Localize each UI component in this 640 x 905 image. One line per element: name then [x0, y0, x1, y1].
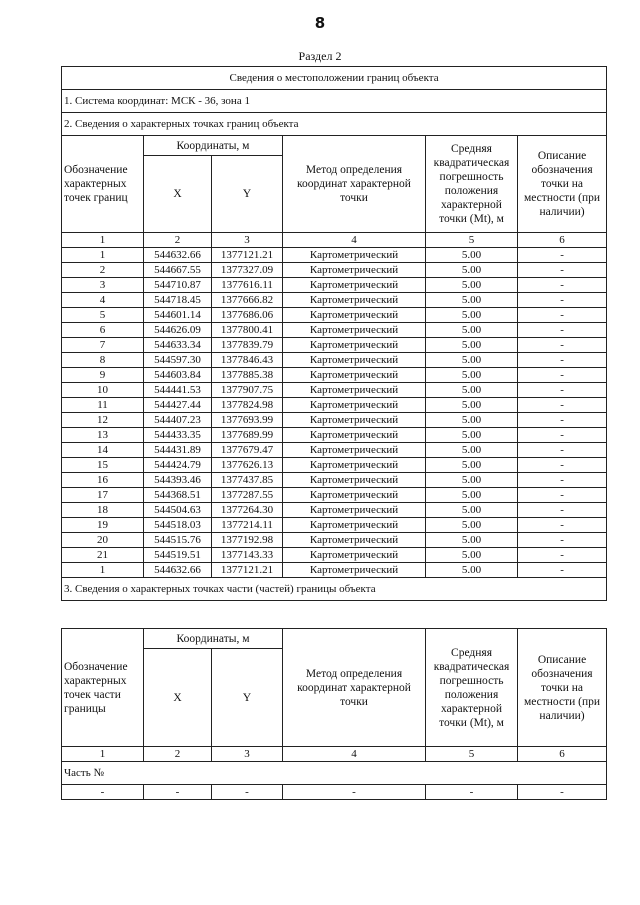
table-cell: 544603.84 — [144, 368, 212, 383]
table-cell: Картометрический — [283, 293, 426, 308]
table-row — [62, 473, 607, 488]
table-cell: 7 — [62, 338, 144, 353]
part3-title: 3. Сведения о характерных точках части (частей) границы объекта — [62, 578, 607, 601]
empty-part-row — [62, 785, 607, 800]
table-cell: Картометрический — [283, 263, 426, 278]
table-cell: 17 — [62, 488, 144, 503]
table-cell: - — [518, 308, 607, 323]
table-cell: 1377800.41 — [212, 323, 283, 338]
table-cell: 12 — [62, 413, 144, 428]
table-cell: 1377839.79 — [212, 338, 283, 353]
table-cell: Картометрический — [283, 383, 426, 398]
table-cell: 1377679.47 — [212, 443, 283, 458]
table-cell: 15 — [62, 458, 144, 473]
table-cell: 5.00 — [426, 368, 518, 383]
table-cell: 5.00 — [426, 443, 518, 458]
table-cell: - — [518, 323, 607, 338]
table-cell: 544433.35 — [144, 428, 212, 443]
column-number: 4 — [283, 233, 426, 248]
table-cell: 9 — [62, 368, 144, 383]
table-cell: 5.00 — [426, 308, 518, 323]
column-number-row — [62, 233, 607, 248]
table-row — [62, 338, 607, 353]
header-y: Y — [212, 649, 283, 747]
table-row — [62, 563, 607, 578]
table-cell: 1377666.82 — [212, 293, 283, 308]
table-row — [62, 488, 607, 503]
table-cell: 544710.87 — [144, 278, 212, 293]
column-number: 2 — [144, 747, 212, 762]
table-cell: 544667.55 — [144, 263, 212, 278]
table-cell: 544626.09 — [144, 323, 212, 338]
header-y: Y — [212, 156, 283, 233]
table-cell: - — [518, 503, 607, 518]
column-number: 3 — [212, 233, 283, 248]
table-cell: 1377121.21 — [212, 563, 283, 578]
column-number: 1 — [62, 747, 144, 762]
table-cell: - — [518, 443, 607, 458]
table-cell: 5.00 — [426, 458, 518, 473]
table-cell: 544633.34 — [144, 338, 212, 353]
table-cell: 5.00 — [426, 278, 518, 293]
table-cell: - — [518, 488, 607, 503]
table-cell: - — [518, 278, 607, 293]
table-cell: - — [144, 785, 212, 800]
header-method: Метод определения координат характерной точки — [283, 136, 426, 233]
table-cell: 10 — [62, 383, 144, 398]
table-cell: - — [518, 248, 607, 263]
table-cell: 1377846.43 — [212, 353, 283, 368]
table-cell: 1377327.09 — [212, 263, 283, 278]
table-cell: 5.00 — [426, 488, 518, 503]
table-cell: 1377689.99 — [212, 428, 283, 443]
table-cell: 21 — [62, 548, 144, 563]
table-cell: 1377824.98 — [212, 398, 283, 413]
column-number: 6 — [518, 233, 607, 248]
table-row — [62, 353, 607, 368]
table-cell: 544597.30 — [144, 353, 212, 368]
table-cell: 1377264.30 — [212, 503, 283, 518]
table-cell: 18 — [62, 503, 144, 518]
header-description: Описание обозначения точки на местности (при наличии) — [518, 629, 607, 747]
column-number: 3 — [212, 747, 283, 762]
table-cell: 20 — [62, 533, 144, 548]
table-row — [62, 533, 607, 548]
table-cell: Картометрический — [283, 308, 426, 323]
table-cell: 544718.45 — [144, 293, 212, 308]
table-cell: Картометрический — [283, 518, 426, 533]
table-cell: 19 — [62, 518, 144, 533]
table-cell: 5.00 — [426, 413, 518, 428]
header-designation: Обозначение характерных точек части границы — [62, 629, 144, 747]
table-row — [62, 308, 607, 323]
table-cell: 14 — [62, 443, 144, 458]
page-number: 8 — [314, 14, 326, 32]
table-row — [62, 323, 607, 338]
column-number: 5 — [426, 747, 518, 762]
column-number: 1 — [62, 233, 144, 248]
table-cell: - — [518, 263, 607, 278]
table-cell: - — [426, 785, 518, 800]
table-cell: Картометрический — [283, 548, 426, 563]
table-row — [62, 383, 607, 398]
table-cell: Картометрический — [283, 473, 426, 488]
part2-title: 2. Сведения о характерных точках границ объекта — [62, 113, 607, 136]
table-cell: 1377907.75 — [212, 383, 283, 398]
table-cell: 5 — [62, 308, 144, 323]
table-cell: 3 — [62, 278, 144, 293]
table-cell: 11 — [62, 398, 144, 413]
table-cell: 544504.63 — [144, 503, 212, 518]
coordinate-system: 1. Система координат: МСК - 36, зона 1 — [62, 90, 607, 113]
column-number-row — [62, 747, 607, 762]
header-error: Средняя квадратическая погрешность положения характерной точки (Mt), м — [426, 629, 518, 747]
table-cell: Картометрический — [283, 428, 426, 443]
table-cell: - — [518, 353, 607, 368]
column-number: 2 — [144, 233, 212, 248]
boundary-table — [61, 66, 607, 601]
table-cell: 544515.76 — [144, 533, 212, 548]
table-cell: 5.00 — [426, 428, 518, 443]
table-cell: 544518.03 — [144, 518, 212, 533]
table-cell: - — [212, 785, 283, 800]
table-cell: 544632.66 — [144, 248, 212, 263]
table-cell: 5.00 — [426, 563, 518, 578]
table-cell: 6 — [62, 323, 144, 338]
table-cell: Картометрический — [283, 533, 426, 548]
table-cell: - — [518, 458, 607, 473]
table-cell: 5.00 — [426, 338, 518, 353]
table-cell: 544441.53 — [144, 383, 212, 398]
table-cell: 5.00 — [426, 503, 518, 518]
table-row — [62, 443, 607, 458]
table-cell: 5.00 — [426, 353, 518, 368]
table-cell: Картометрический — [283, 278, 426, 293]
table-row — [62, 368, 607, 383]
table-cell: 544601.14 — [144, 308, 212, 323]
table-cell: 5.00 — [426, 473, 518, 488]
table-cell: 1 — [62, 563, 144, 578]
table-cell: Картометрический — [283, 323, 426, 338]
table-cell: - — [518, 518, 607, 533]
table-title: Сведения о местоположении границ объекта — [62, 67, 607, 90]
header-description: Описание обозначения точки на местности (при наличии) — [518, 136, 607, 233]
table-cell: 1377693.99 — [212, 413, 283, 428]
table-cell: Картометрический — [283, 563, 426, 578]
table-cell: 1377885.38 — [212, 368, 283, 383]
table-cell: - — [518, 368, 607, 383]
table-cell: 1377121.21 — [212, 248, 283, 263]
table-cell: Картометрический — [283, 458, 426, 473]
table-cell: 5.00 — [426, 263, 518, 278]
table-cell: 1377437.85 — [212, 473, 283, 488]
table-row — [62, 518, 607, 533]
part-boundary-table — [61, 628, 607, 800]
table-cell: Картометрический — [283, 503, 426, 518]
table-cell: 544368.51 — [144, 488, 212, 503]
table-cell: 1377143.33 — [212, 548, 283, 563]
table-cell: 16 — [62, 473, 144, 488]
part-number-label: Часть № — [62, 762, 607, 785]
table-cell: Картометрический — [283, 443, 426, 458]
table-cell: 544519.51 — [144, 548, 212, 563]
table-cell: 544431.89 — [144, 443, 212, 458]
table-row — [62, 548, 607, 563]
table-cell: - — [518, 563, 607, 578]
table-cell: - — [518, 338, 607, 353]
table-row — [62, 263, 607, 278]
table-cell: 5.00 — [426, 323, 518, 338]
table-cell: 5.00 — [426, 533, 518, 548]
table-row — [62, 413, 607, 428]
table-cell: - — [518, 428, 607, 443]
table-cell: 4 — [62, 293, 144, 308]
table-cell: 5.00 — [426, 383, 518, 398]
table-row — [62, 458, 607, 473]
table-cell: - — [518, 398, 607, 413]
table-cell: 5.00 — [426, 293, 518, 308]
table-cell: 544427.44 — [144, 398, 212, 413]
table-cell: 1377192.98 — [212, 533, 283, 548]
table-cell: - — [62, 785, 144, 800]
table-cell: Картометрический — [283, 338, 426, 353]
header-error: Средняя квадратическая погрешность положения характерной точки (Mt), м — [426, 136, 518, 233]
table-row — [62, 278, 607, 293]
column-number: 5 — [426, 233, 518, 248]
table-cell: Картометрический — [283, 398, 426, 413]
table-cell: 1377214.11 — [212, 518, 283, 533]
table-cell: 1 — [62, 248, 144, 263]
table-cell: Картометрический — [283, 488, 426, 503]
table-cell: 1377287.55 — [212, 488, 283, 503]
table-cell: - — [518, 533, 607, 548]
table-row — [62, 293, 607, 308]
table-cell: - — [283, 785, 426, 800]
table-cell: 1377626.13 — [212, 458, 283, 473]
table-row — [62, 398, 607, 413]
table-cell: Картометрический — [283, 353, 426, 368]
table-cell: 544393.46 — [144, 473, 212, 488]
table-row — [62, 248, 607, 263]
table-cell: 5.00 — [426, 548, 518, 563]
table-cell: 1377616.11 — [212, 278, 283, 293]
table-cell: - — [518, 383, 607, 398]
table-cell: 544424.79 — [144, 458, 212, 473]
table-cell: - — [518, 413, 607, 428]
table-cell: 2 — [62, 263, 144, 278]
header-coordinates: Координаты, м — [144, 629, 283, 649]
table-cell: 5.00 — [426, 518, 518, 533]
column-number: 4 — [283, 747, 426, 762]
table-cell: Картометрический — [283, 248, 426, 263]
table-cell: 8 — [62, 353, 144, 368]
header-x: X — [144, 649, 212, 747]
table-row — [62, 428, 607, 443]
table-cell: 5.00 — [426, 248, 518, 263]
column-number: 6 — [518, 747, 607, 762]
table-cell: 5.00 — [426, 398, 518, 413]
table-cell: Картометрический — [283, 368, 426, 383]
table-cell: 13 — [62, 428, 144, 443]
header-coordinates: Координаты, м — [144, 136, 283, 156]
table-cell: 1377686.06 — [212, 308, 283, 323]
section-title: Раздел 2 — [298, 49, 342, 63]
header-designation: Обозначение характерных точек границ — [62, 136, 144, 233]
header-method: Метод определения координат характерной точки — [283, 629, 426, 747]
table-row — [62, 503, 607, 518]
table-cell: - — [518, 293, 607, 308]
header-x: X — [144, 156, 212, 233]
table-cell: Картометрический — [283, 413, 426, 428]
table-cell: 544632.66 — [144, 563, 212, 578]
table-cell: - — [518, 548, 607, 563]
table-cell: - — [518, 473, 607, 488]
table-cell: - — [518, 785, 607, 800]
table-cell: 544407.23 — [144, 413, 212, 428]
